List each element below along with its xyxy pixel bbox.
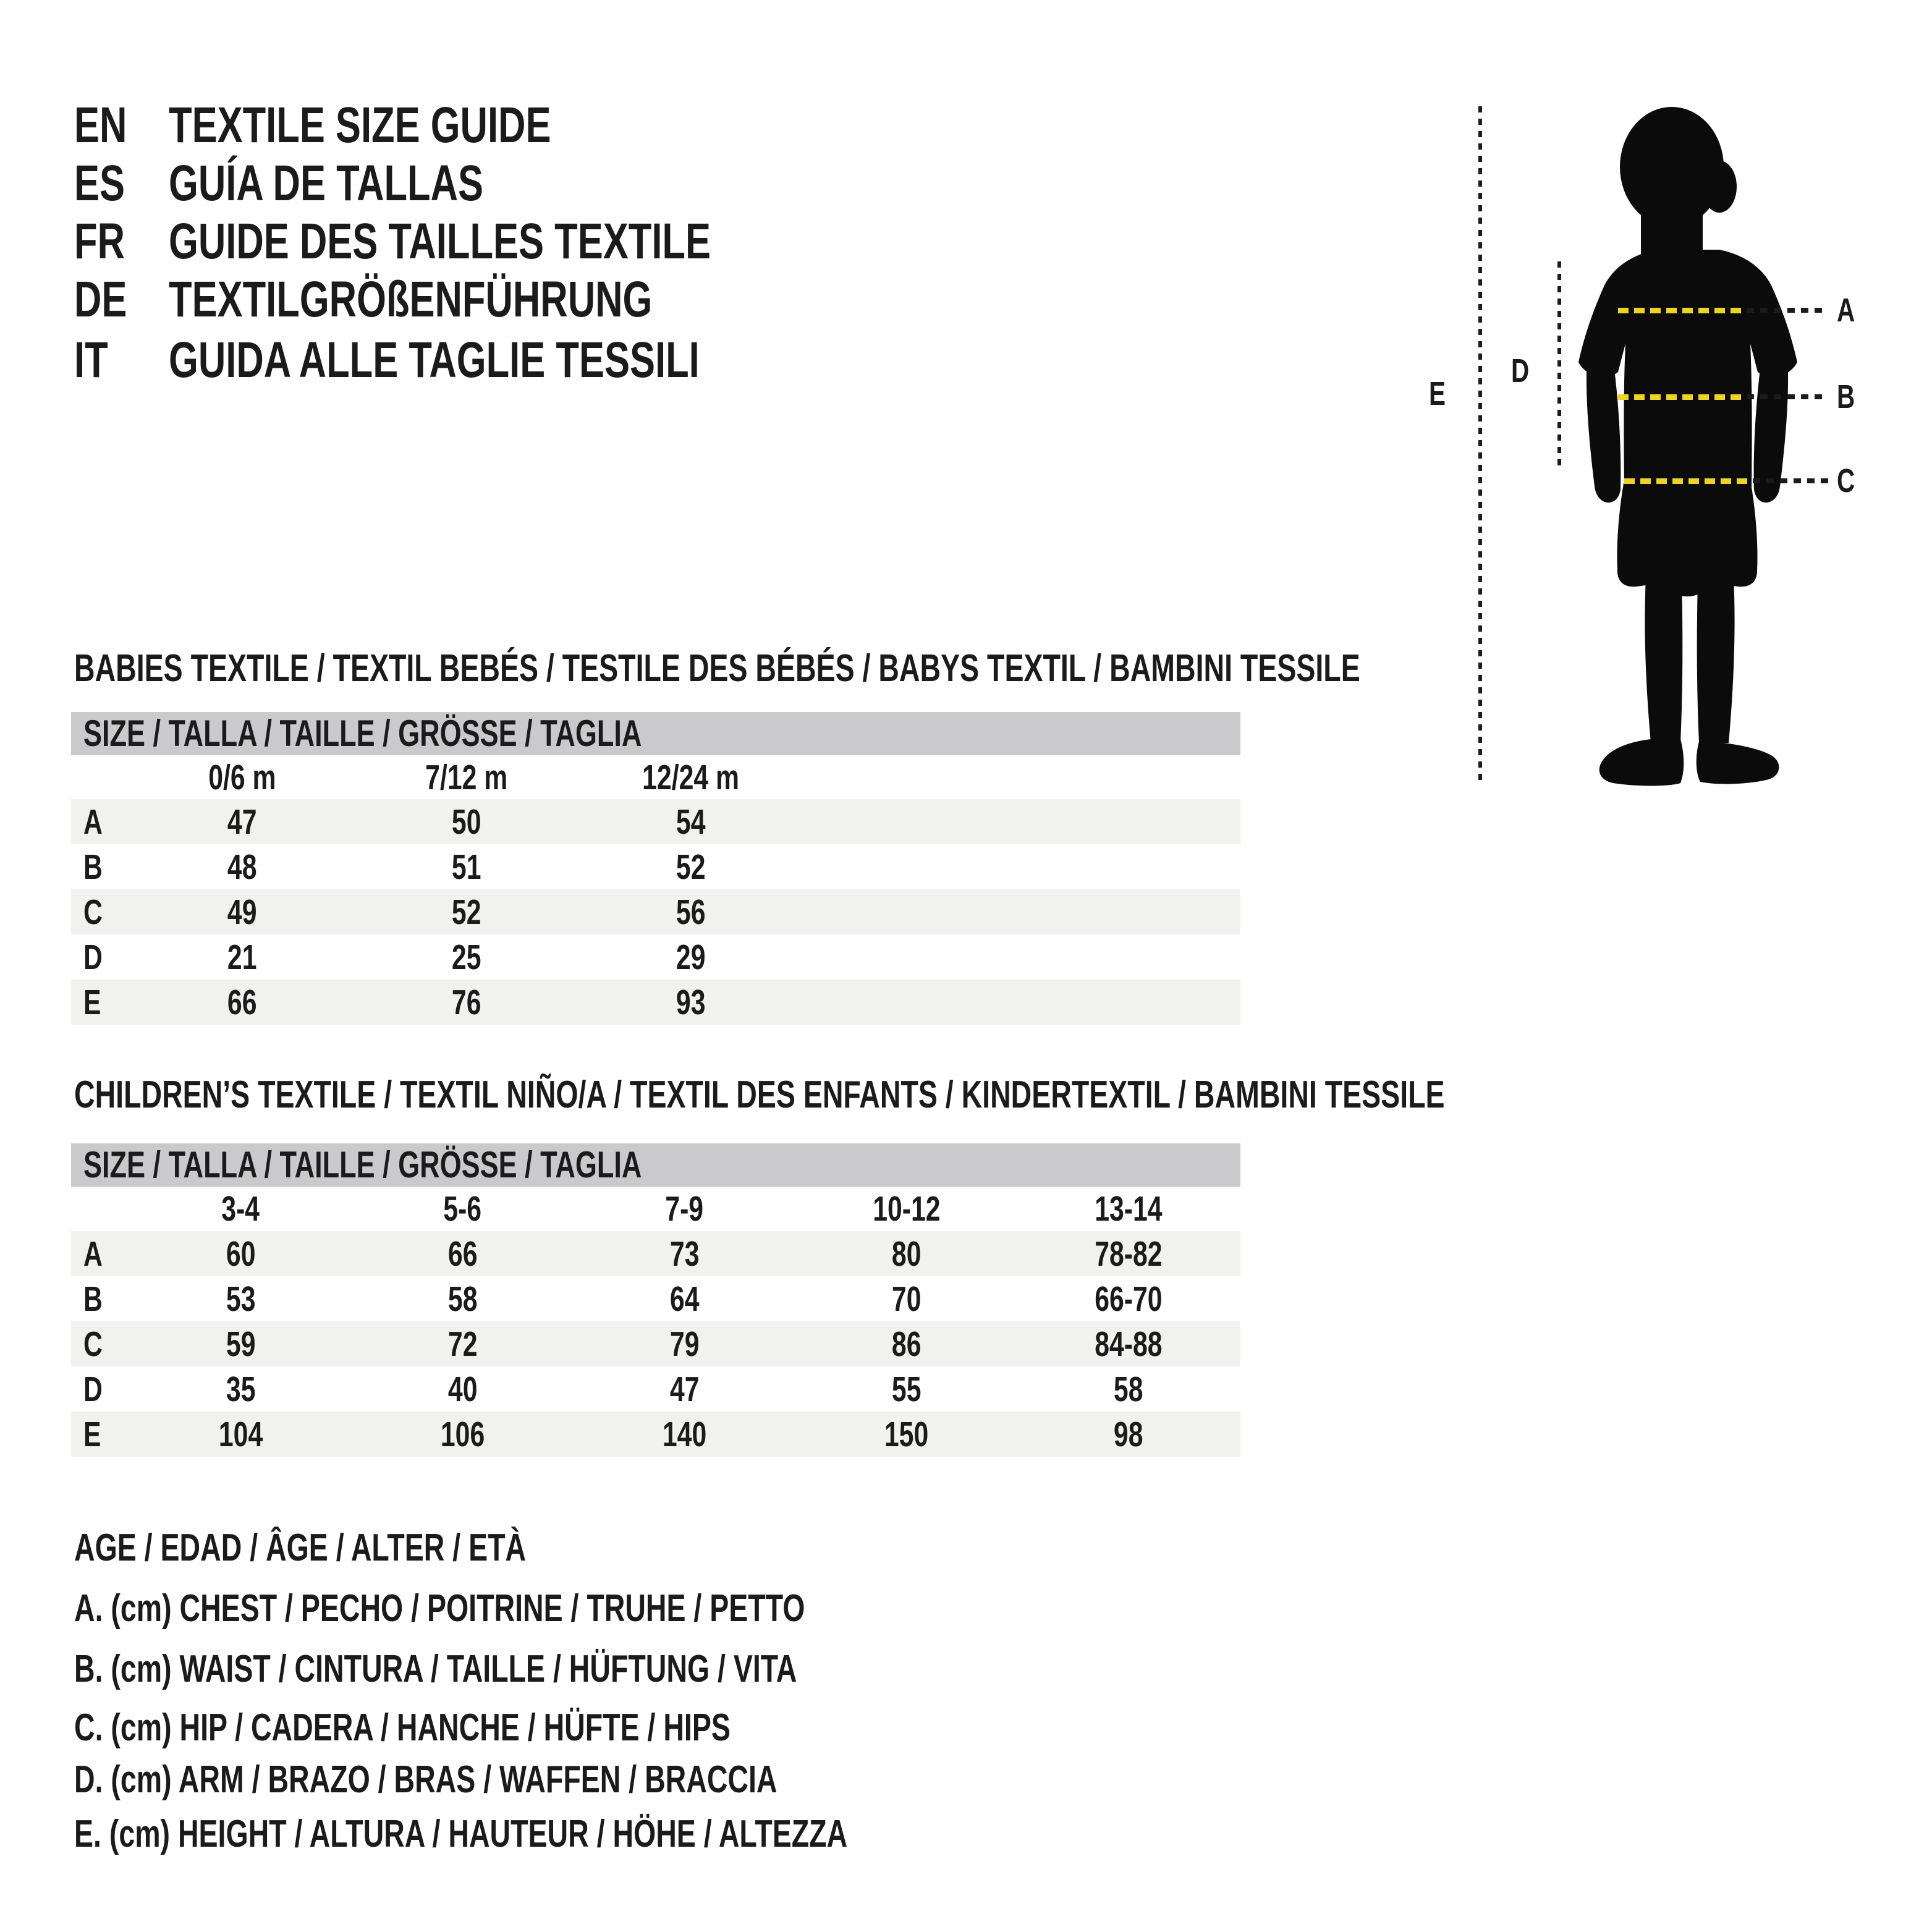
cell-value: 73: [669, 1234, 700, 1274]
table-header-label: SIZE / TALLA / TAILLE / GRÖSSE / TAGLIA: [83, 713, 642, 754]
language-row: [74, 97, 679, 153]
cell-value: 150: [884, 1414, 929, 1454]
table-row: [71, 1276, 1240, 1321]
chest-measure-line-dash: [1747, 308, 1822, 313]
cell-value: 66-70: [1094, 1279, 1163, 1319]
cell-value: 40: [447, 1369, 478, 1409]
cell-value: 47: [227, 802, 257, 842]
row-label: E: [83, 982, 101, 1022]
row-label: C: [83, 892, 103, 932]
table-row: [71, 799, 1240, 844]
legend-height: E. (cm) HEIGHT / ALTURA / HAUTEUR / HÖHE / ALTEZZA: [74, 1813, 848, 1855]
chest-measure-line-yellow: [1618, 308, 1742, 313]
measure-label-a: A: [1837, 292, 1855, 329]
legend-arm: D. (cm) ARM / BRAZO / BRAS / WAFFEN / BRACCIA: [74, 1758, 777, 1801]
language-title: TEXTILGRÖßENFÜHRUNG: [169, 271, 653, 328]
cell-value: 47: [669, 1369, 700, 1409]
cell-value: 56: [676, 892, 706, 932]
cell-value: 140: [662, 1414, 707, 1454]
measure-label-c: C: [1837, 462, 1855, 499]
measure-label-e: E: [1429, 375, 1446, 412]
table-row: [71, 934, 1240, 980]
silhouette-left-shoe: [1599, 739, 1684, 786]
row-label: D: [83, 1369, 103, 1409]
cell-value: 54: [676, 802, 706, 842]
table-row: [71, 844, 1240, 889]
cell-value: 35: [226, 1369, 256, 1409]
language-title: GUIDA ALLE TAGLIE TESSILI: [169, 332, 700, 388]
language-row: [74, 213, 891, 269]
waist-measure-line-yellow: [1618, 394, 1742, 400]
cell-value: 60: [226, 1234, 256, 1274]
column-header: 5-6: [443, 1189, 482, 1229]
language-row: [74, 155, 588, 211]
measure-label-d: D: [1511, 352, 1530, 389]
cell-value: 66: [447, 1234, 478, 1274]
table-header-bar: [71, 1143, 1240, 1187]
cell-value: 78-82: [1094, 1234, 1163, 1274]
table-row: [71, 889, 1240, 934]
column-header: 7-9: [665, 1189, 704, 1229]
row-label: E: [83, 1414, 101, 1454]
column-header-row: [71, 1187, 1240, 1231]
babies-section-title: BABIES TEXTILE / TEXTIL BEBÉS / TESTILE DES BÉBÉS / BABYS TEXTIL / BAMBINI TESSILE: [74, 647, 1360, 690]
row-label: A: [83, 1234, 103, 1274]
language-code: EN: [74, 97, 127, 153]
table-row: [71, 1412, 1240, 1457]
cell-value: 25: [451, 937, 481, 977]
legend-hip: C. (cm) HIP / CADERA / HANCHE / HÜFTE / HIPS: [74, 1706, 731, 1749]
silhouette-neck: [1641, 198, 1703, 256]
row-label: B: [83, 1279, 103, 1319]
cell-value: 80: [891, 1234, 922, 1274]
cell-value: 93: [676, 982, 706, 1022]
column-header: 3-4: [221, 1189, 260, 1229]
language-row: [74, 271, 813, 328]
language-title: GUIDE DES TAILLES TEXTILE: [169, 213, 711, 269]
column-header: 13-14: [1094, 1189, 1163, 1229]
column-header: 10-12: [872, 1189, 941, 1229]
cell-value: 50: [451, 802, 481, 842]
measure-label-b: B: [1837, 378, 1855, 415]
cell-value: 21: [227, 937, 257, 977]
cell-value: 55: [891, 1369, 922, 1409]
row-label: D: [83, 937, 103, 977]
arm-measure-line-d: [1557, 261, 1561, 470]
column-header: 0/6 m: [208, 757, 276, 797]
legend-chest: A. (cm) CHEST / PECHO / POITRINE / TRUHE / PETTO: [74, 1587, 805, 1630]
language-title: TEXTILE SIZE GUIDE: [169, 97, 551, 153]
language-code: DE: [74, 271, 127, 328]
table-header-label: SIZE / TALLA / TAILLE / GRÖSSE / TAGLIA: [83, 1144, 642, 1185]
children-section-title: CHILDREN’S TEXTILE / TEXTIL NIÑO/A / TEXTIL DES ENFANTS / KINDERTEXTIL / BAMBINI TESSILE: [74, 1074, 1445, 1116]
cell-value: 53: [226, 1279, 256, 1319]
cell-value: 59: [226, 1324, 256, 1364]
row-label: C: [83, 1324, 103, 1364]
legend-age: AGE / EDAD / ÂGE / ALTER / ETÀ: [74, 1527, 527, 1569]
cell-value: 86: [891, 1324, 922, 1364]
row-label: B: [83, 847, 103, 887]
babies-size-table: [71, 712, 1240, 1025]
language-code: ES: [74, 155, 125, 211]
cell-value: 29: [676, 937, 706, 977]
cell-value: 66: [227, 982, 257, 1022]
cell-value: 52: [676, 847, 706, 887]
silhouette-left-arm: [1587, 351, 1621, 502]
cell-value: 98: [1113, 1414, 1143, 1454]
cell-value: 48: [227, 847, 257, 887]
silhouette-right-shoe: [1697, 742, 1779, 784]
cell-value: 72: [447, 1324, 478, 1364]
language-title: GUÍA DE TALLAS: [169, 155, 484, 211]
table-row: [71, 1231, 1240, 1276]
cell-value: 49: [227, 892, 257, 932]
column-header: 12/24 m: [642, 757, 739, 797]
cell-value: 64: [669, 1279, 700, 1319]
table-header-bar: [71, 712, 1240, 755]
hip-measure-line-dash: [1753, 478, 1828, 483]
row-label: A: [83, 802, 103, 842]
cell-value: 52: [451, 892, 481, 932]
language-row: [74, 332, 876, 388]
children-size-table: [71, 1143, 1240, 1457]
table-row: [71, 980, 1240, 1025]
column-header: 7/12 m: [425, 757, 508, 797]
cell-value: 104: [218, 1414, 263, 1454]
language-code: FR: [74, 213, 125, 269]
hip-measure-line-yellow: [1624, 478, 1748, 484]
cell-value: 51: [451, 847, 481, 887]
table-row: [71, 1321, 1240, 1366]
cell-value: 79: [669, 1324, 700, 1364]
legend-waist: B. (cm) WAIST / CINTURA / TAILLE / HÜFTUNG / VITA: [74, 1648, 797, 1690]
cell-value: 84-88: [1094, 1324, 1163, 1364]
silhouette-face: [1702, 161, 1737, 213]
cell-value: 76: [451, 982, 481, 1022]
table-row: [71, 1366, 1240, 1412]
column-header-row: [71, 755, 1240, 799]
silhouette-shorts: [1617, 483, 1757, 596]
language-code: IT: [74, 332, 108, 388]
waist-measure-line-dash: [1747, 394, 1822, 399]
cell-value: 106: [440, 1414, 485, 1454]
cell-value: 70: [891, 1279, 922, 1319]
cell-value: 58: [447, 1279, 478, 1319]
cell-value: 58: [1113, 1369, 1143, 1409]
